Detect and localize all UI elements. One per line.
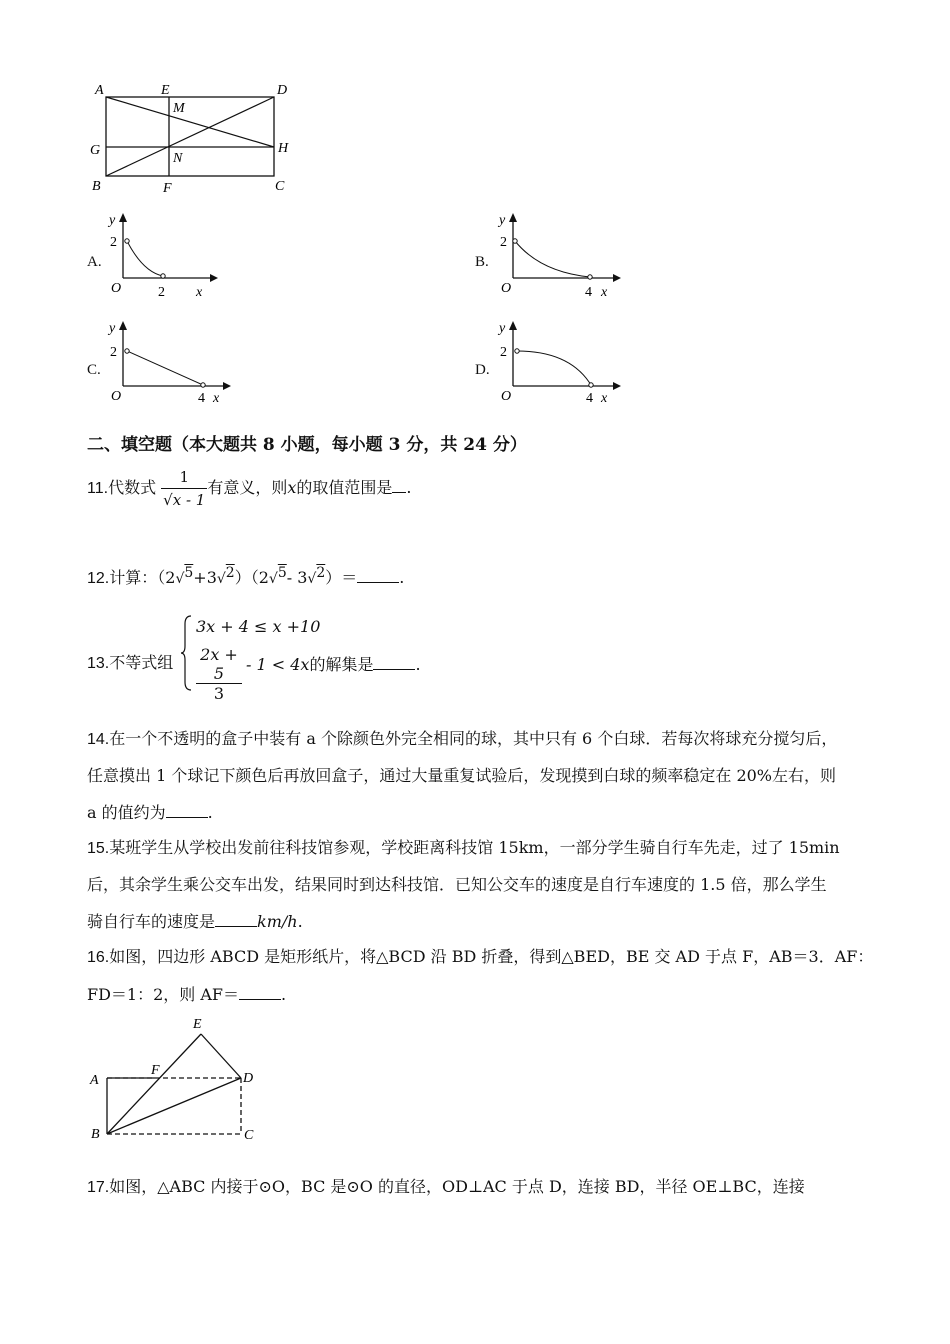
option-d-graph	[495, 318, 625, 408]
fold-figure	[85, 1012, 265, 1147]
label-G: G	[90, 143, 101, 158]
svg-text:F: F	[151, 1063, 160, 1078]
rectangle-figure	[85, 78, 295, 198]
answer-blank-13[interactable]	[373, 653, 415, 670]
question-17-line-1: 17.如图，△ABC 内接于⊙O，BC 是⊙O 的直径，OD⊥AC 于点 D，连接 BD，半径 OE⊥BC，连接	[87, 1177, 805, 1196]
svg-text:x: x	[601, 285, 608, 300]
svg-text:A: A	[90, 1073, 99, 1088]
svg-text:O: O	[111, 281, 122, 296]
answer-blank-16[interactable]	[239, 983, 281, 1000]
section-title: 二、填空题（本大题共 8 小题，每小题 3 分，共 24 分）	[87, 435, 527, 455]
question-12: 12.计算：（2√5+3√2）（2√5- 3√2）＝ .	[87, 565, 405, 587]
label-M: M	[173, 101, 185, 116]
svg-text:2: 2	[110, 235, 117, 250]
question-16-line-1: 16.如图，四边形 ABCD 是矩形纸片，将△BCD 沿 BD 折叠，得到△BED，BE 交 AD 于点 F，AB＝3．AF：	[87, 947, 874, 966]
option-b-label[interactable]: B.	[475, 254, 489, 270]
svg-text:4: 4	[586, 391, 593, 406]
svg-text:D: D	[243, 1071, 254, 1086]
svg-text:x: x	[213, 391, 220, 406]
question-14-line-1: 14.在一个不透明的盒子中装有 a 个除颜色外完全相同的球，其中只有 6 个白球．若每次将球充分搅匀后，	[87, 729, 838, 748]
svg-text:E: E	[193, 1017, 202, 1032]
question-14-line-3: a 的值约为 .	[87, 803, 213, 822]
answer-blank-11[interactable]	[392, 476, 406, 493]
label-A: A	[95, 83, 104, 98]
question-13-tail: - 1 < 4x的解集是 .	[246, 655, 421, 674]
option-b-graph	[495, 210, 625, 300]
option-c-graph	[105, 318, 235, 408]
svg-text:O: O	[501, 389, 512, 404]
svg-text:y: y	[499, 213, 506, 228]
svg-text:y: y	[109, 321, 116, 336]
question-11: 11.代数式 $\frac{1}{√x - 1}$ 有意义，则x的取值范围是 .	[87, 468, 412, 509]
label-E: E	[161, 83, 170, 98]
option-a-label[interactable]: A.	[87, 254, 102, 270]
answer-blank-15[interactable]	[215, 910, 257, 927]
answer-blank-12[interactable]	[357, 566, 399, 583]
option-a-graph	[105, 210, 220, 300]
svg-text:C: C	[244, 1128, 254, 1143]
question-15-line-2: 后，其余学生乘公交车出发，结果同时到达科技馆．已知公交车的速度是自行车速度的 1.5 倍，那么学生	[87, 875, 827, 894]
label-B: B	[92, 179, 101, 194]
label-N: N	[173, 151, 183, 166]
question-13-label: 13.不等式组	[87, 653, 174, 672]
svg-text:y: y	[499, 321, 506, 336]
label-D: D	[277, 83, 288, 98]
svg-text:O: O	[501, 281, 512, 296]
svg-text:x: x	[601, 391, 608, 406]
question-15-line-3: 骑自行车的速度是 km/h.	[87, 912, 303, 931]
svg-text:2: 2	[158, 285, 165, 300]
label-F: F	[163, 181, 172, 196]
answer-blank-14[interactable]	[166, 801, 208, 818]
inequality-row-2-fraction: 2x + 5 3	[196, 645, 242, 703]
svg-text:y: y	[109, 213, 116, 228]
svg-text:B: B	[91, 1127, 100, 1142]
svg-text:4: 4	[585, 285, 592, 300]
svg-text:2: 2	[500, 235, 507, 250]
question-14-line-2: 任意摸出 1 个球记下颜色后再放回盒子，通过大量重复试验后，发现摸到白球的频率稳定在 20%左右，则	[87, 766, 837, 785]
brace	[180, 614, 194, 692]
question-16-line-2: FD＝1：2，则 AF＝ .	[87, 985, 287, 1004]
option-d-label[interactable]: D.	[475, 362, 490, 378]
svg-text:x: x	[196, 285, 203, 300]
svg-text:2: 2	[500, 345, 507, 360]
question-15-line-1: 15.某班学生从学校出发前往科技馆参观，学校距离科技馆 15km，一部分学生骑自行车先走，过了 15min	[87, 838, 840, 857]
svg-text:4: 4	[198, 391, 205, 406]
svg-text:O: O	[111, 389, 122, 404]
inequality-row-1: 3x + 4 ≤ x +10	[196, 617, 321, 636]
label-H: H	[278, 141, 289, 156]
option-c-label[interactable]: C.	[87, 362, 101, 378]
svg-text:2: 2	[110, 345, 117, 360]
label-C: C	[275, 179, 285, 194]
